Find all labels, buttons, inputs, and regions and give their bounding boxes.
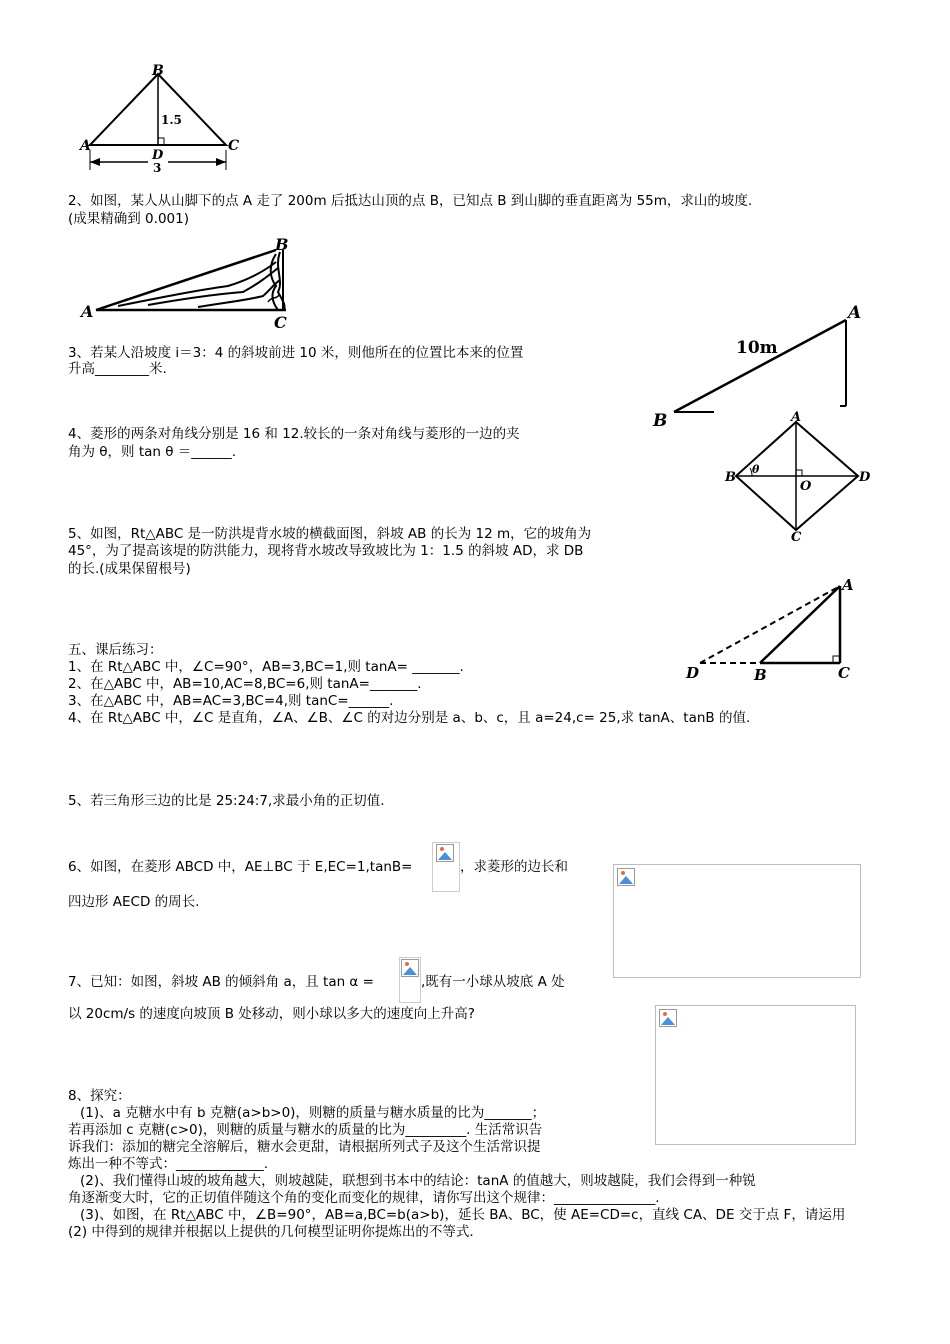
label-C: C [228,138,240,154]
q5-line1: 5、如图，Rt△ABC 是一防洪堤背水坡的横截面图，斜坡 AB 的长为 12 m，它的坡角为 [68,526,592,542]
exercise-3: 3、在△ABC 中，AB=AC=3,BC=4,则 tanC=______. [68,693,394,709]
label-D: D [686,664,700,682]
label-D: D [859,470,871,485]
q3-line2: 升高________米. [68,361,167,377]
exercise-1: 1、在 Rt△ABC 中，∠C=90°，AB=3,BC=1,则 tanA= _______. [68,659,464,675]
label-C: C [838,664,850,682]
q6-line2: 四边形 AECD 的周长. [68,894,200,910]
label-D: D [152,148,164,163]
label-O: O [800,479,812,494]
q6-figure-placeholder [613,864,861,978]
q8-p1c: 诉我们：添加的糖完全溶解后，糖水会更甜，请根据所列式子及这个生活常识提 [68,1139,541,1155]
label-A: A [842,576,854,594]
q8-p1a: (1)、a 克糖水中有 b 克糖(a>b>0)，则糖的质量与糖水质量的比为_______； [80,1105,546,1121]
height-label: 1.5 [161,113,182,127]
q4-line2: 角为 θ，则 tan θ ＝______. [68,444,237,460]
q6-line1a: 6、如图，在菱形 ABCD 中，AE⊥BC 于 E,EC=1,tanB= [68,859,413,875]
q8-p2a: (2)、我们懂得山坡的坡角越大，则坡越陡，联想到书本中的结论：tanA 的值越大，则坡越陡，我们会得到一种锐 [80,1173,756,1189]
exercise-4: 4、在 Rt△ABC 中，∠C 是直角，∠A、∠B、∠C 的对边分别是 a、b、c，且 a=24,c= 25,求 tanA、tanB 的值. [68,710,751,726]
q8-p1d: 炼出一种不等式：_____________. [68,1156,269,1172]
q3-line1: 3、若某人沿坡度 i＝3：4 的斜坡前进 10 米，则他所在的位置比本来的位置 [68,345,524,361]
q7-figure-placeholder [655,1005,856,1145]
label-B: B [275,235,289,254]
figure-rhombus [722,410,872,545]
label-theta: θ [752,463,760,476]
base-label: 3 [153,161,162,175]
q8-p1b: 若再添加 c 克糖(c>0)，则糖的质量与糖水的质量的比为_________. 生活常识告 [68,1122,543,1138]
section5-title: 五、课后练习： [68,642,163,658]
q2-line2: (成果精确到 0.001) [68,211,189,227]
broken-image-icon [659,1009,677,1027]
label-B: B [725,470,736,485]
q7-line1b: ,既有一小球从坡底 A 处 [421,974,565,990]
q7-line2: 以 20cm/s 的速度向坡顶 B 处移动，则小球以多大的速度向上升高? [68,1006,475,1022]
broken-image-icon [436,844,454,862]
broken-image-icon [617,868,635,886]
exercise-5: 5、若三角形三边的比是 25:24:7,求最小角的正切值. [68,793,385,809]
q8-p3b: (2) 中得到的规律并根据以上提供的几何模型证明你提炼出的不等式. [68,1224,474,1240]
label-A: A [791,410,802,425]
q8-p3a: (3)、如图，在 Rt△ABC 中，∠B=90°，AB=a,BC=b(a>b)，延长 BA、BC，使 AE=CD=c，直线 CA、DE 交于点 F，请运用 [80,1207,846,1223]
label-A: A [81,302,94,321]
figure-isosceles-triangle [78,62,248,182]
label-A: A [80,138,91,154]
label-C: C [791,530,802,545]
q5-line3: 的长.(成果保留根号) [68,561,191,577]
length-label: 10m [736,338,778,358]
label-C: C [274,313,287,332]
formula-image-placeholder [399,957,421,1003]
label-A: A [848,303,862,323]
q8-p2b: 角逐渐变大时，它的正切值伴随这个角的变化而变化的规律，请你写出这个规律：_______________. [68,1190,660,1206]
broken-image-icon [401,959,419,977]
q8-title: 8、探究： [68,1088,131,1104]
q4-line1: 4、菱形的两条对角线分别是 16 和 12.较长的一条对角线与菱形的一边的夹 [68,426,520,442]
q2-line1: 2、如图，某人从山脚下的点 A 走了 200m 后抵达山顶的点 B，已知点 B 到山脚的垂直距离为 55m，求山的坡度. [68,193,753,209]
q6-line1b: ，求菱形的边长和 [460,859,568,875]
q7-line1a: 7、已知：如图，斜坡 AB 的倾斜角 a，且 tan α = [68,974,374,990]
label-B: B [754,666,767,684]
figure-dam [680,570,875,685]
label-B: B [653,411,668,431]
formula-image-placeholder [432,842,460,892]
label-B: B [152,63,164,79]
figure-mountain [78,232,308,332]
exercise-2: 2、在△ABC 中，AB=10,AC=8,BC=6,则 tanA=_______. [68,676,422,692]
q5-line2: 45°，为了提高该堤的防洪能力，现将背水坡改导致坡比为 1：1.5 的斜坡 AD，求 DB [68,543,584,559]
